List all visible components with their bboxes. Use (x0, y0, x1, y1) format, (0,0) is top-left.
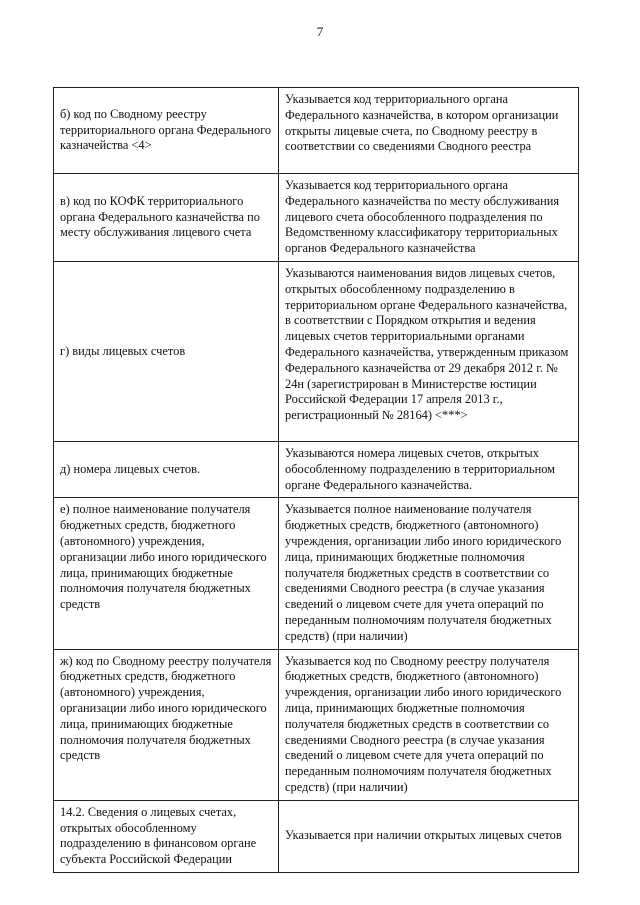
field-description-cell: Указываются наименования видов лицевых счетов, открытых обособленному подразделению в территориальном органе Федерального казначейства, в соответствии с Порядком открытия и ведения лицевых счетов территориальными органами Федерального казначейства, утвержденным приказом Федерального казначейства от 29 декабря 2012 г. № 24н (зарегистрирован в Министерстве юстиции Российской Федерации 17 апреля 2013 г., регистрационный № 28164) <***> (279, 261, 579, 441)
table-row (54, 88, 579, 174)
table-row (54, 498, 579, 649)
table-row (54, 800, 579, 872)
table-row (54, 174, 579, 262)
table-row (54, 261, 579, 441)
table-row (54, 649, 579, 800)
field-name-cell: 14.2. Сведения о лицевых счетах, открытых обособленному подразделению в финансовом органе субъекта Российской Федерации (54, 800, 279, 872)
field-name-cell: д) номера лицевых счетов. (54, 441, 279, 497)
table-row (54, 441, 579, 497)
page-number: 7 (316, 24, 324, 39)
field-name-cell: в) код по КОФК территориального органа Федерального казначейства по месту обслуживания лицевого счета (54, 174, 279, 262)
field-name-cell: е) полное наименование получателя бюджетных средств, бюджетного (автономного) учреждения, организации либо иного юридического лица, принимающих бюджетные полномочия получателя бюджетных средств (54, 498, 279, 649)
field-name-cell: г) виды лицевых счетов (54, 261, 279, 441)
field-description-cell: Указывается код территориального органа Федерального казначейства по месту обслуживания лицевого счета обособленного подразделения по Ведомственному классификатору территориальных органов Федерального казначейства (279, 174, 579, 262)
field-name-cell: ж) код по Сводному реестру получателя бюджетных средств, бюджетного (автономного) учреждения, организации либо иного юридического лица, принимающих бюджетные полномочия получателя бюджетных средств (54, 649, 279, 800)
field-description-cell: Указывается при наличии открытых лицевых счетов (279, 800, 579, 872)
field-description-cell: Указывается полное наименование получателя бюджетных средств, бюджетного (автономного) учреждения, организации либо иного юридического лица, принимающих бюджетные полномочия получателя бюджетных средств в соответствии со сведениями Сводного реестра (в случае указания сведений о лицевом счете для учета операций по переданным полномочиям получателя бюджетных средств) (при наличии) (279, 498, 579, 649)
field-description-cell: Указывается код территориального органа Федерального казначейства, в котором организации открыты лицевые счета, по Сводному реестру в соответствии со сведениями Сводного реестра (279, 88, 579, 174)
field-name-cell: б) код по Сводному реестру территориального органа Федерального казначейства <4> (54, 88, 279, 174)
field-description-cell: Указывается код по Сводному реестру получателя бюджетных средств, бюджетного (автономного) учреждения, организации либо иного юридического лица, принимающих бюджетные полномочия получателя бюджетных средств в соответствии со сведениями Сводного реестра (в случае указания сведений о лицевом счете для учета операций по переданным полномочиям получателя бюджетных средств) (при наличии) (279, 649, 579, 800)
requirements-table (53, 87, 579, 873)
field-description-cell: Указываются номера лицевых счетов, открытых обособленному подразделению в территориальном органе Федерального казначейства. (279, 441, 579, 497)
